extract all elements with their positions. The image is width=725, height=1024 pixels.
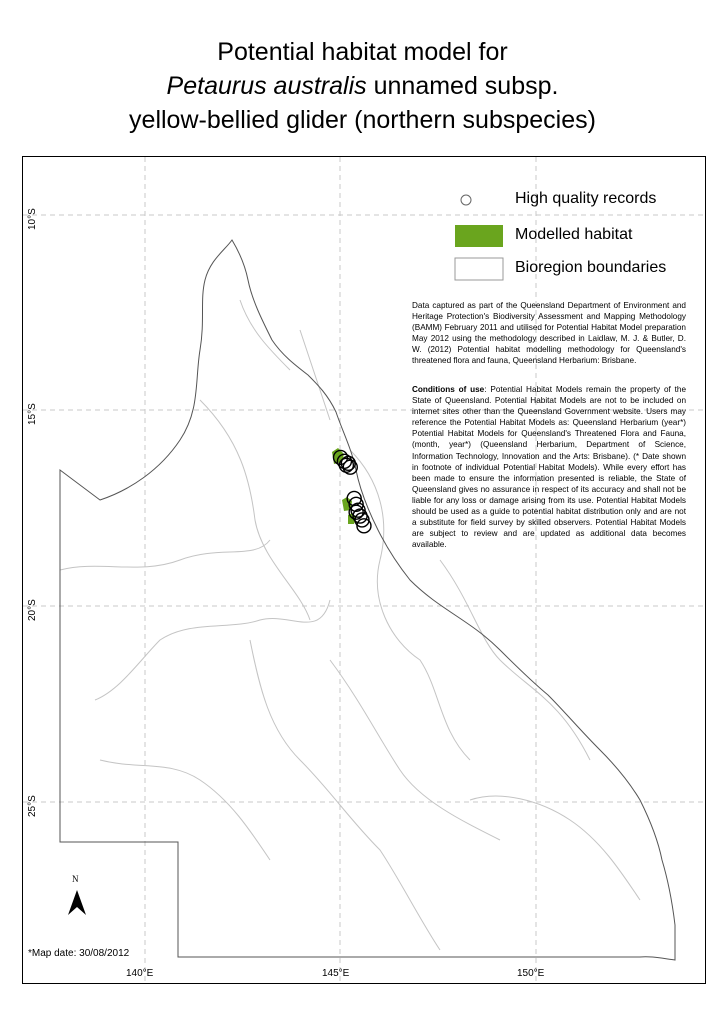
north-arrow-icon <box>68 890 86 915</box>
graticule <box>23 157 705 983</box>
species-subtitle: unnamed subsp. <box>366 72 559 100</box>
legend-bioregion-swatch <box>455 258 503 280</box>
lat-label-10s: 10°S <box>27 208 38 230</box>
data-source-paragraph: Data captured as part of the Queensland Department of Environment and Heritage Protection's Biodiversity Assessment and Mapping Methodology (BAMM) February 2011 and utilised for Potential Habitat Model preparation May 2012 using the methodology described in Laidlaw, M. J. & Butler, D. W. (2012) Potential habitat modelling methodology for Queensland's threatened flora and fauna, Queensland Herbarium: Brisbane. <box>412 301 686 366</box>
conditions-paragraph <box>412 384 686 550</box>
map-date: *Map date: 30/08/2012 <box>28 948 130 959</box>
species-name: Petaurus australis <box>166 72 367 100</box>
lon-label-140e: 140°E <box>126 968 154 979</box>
legend-records-label: High quality records <box>515 190 657 207</box>
north-label: N <box>72 874 79 884</box>
lat-label-20s: 20°S <box>27 599 38 621</box>
legend-record-symbol <box>461 195 471 205</box>
conditions-text: : Potential Habitat Models remain the property of the State of Queensland. Potential Habitat Models are not to be included on internet sites other than the Queensland Government website. Users may reference the Potential Habitat Models as: Queensland Herbarium (year*) Potential Habitat Models for Queensland's Threatened Flora and Fauna, (month, year*) (Queensland Herbarium, Department of Science, Information Technology, Innovation and the Arts: Brisbane). (* Date shown in footnote of individual Potential Habitat Models). While every effort has been made to ensure the information presented is reliable, the State of Queensland gives no assurance in respect of its accuracy and shall not be liable for any loss or damage arising from its use. Potential Habitat Models should be used as a guide to potential habitat distribution only and are not a substitute for field survey by skilled observers. Potential Habitat Models are subject to review and are updated as additional data becomes available. <box>412 385 686 550</box>
lon-label-150e: 150°E <box>517 968 545 979</box>
lat-label-25s: 25°S <box>27 795 38 817</box>
legend-bioregion-label: Bioregion boundaries <box>515 259 667 276</box>
legend-habitat-label: Modelled habitat <box>515 226 633 243</box>
lat-label-15s: 15°S <box>27 403 38 425</box>
conditions-heading: Conditions of use <box>412 385 485 394</box>
legend-habitat-swatch <box>455 225 503 247</box>
map-title-line-1: Potential habitat model for <box>217 38 508 66</box>
map-title-line-3: yellow-bellied glider (northern subspecies) <box>129 106 596 134</box>
lon-label-145e: 145°E <box>322 968 350 979</box>
